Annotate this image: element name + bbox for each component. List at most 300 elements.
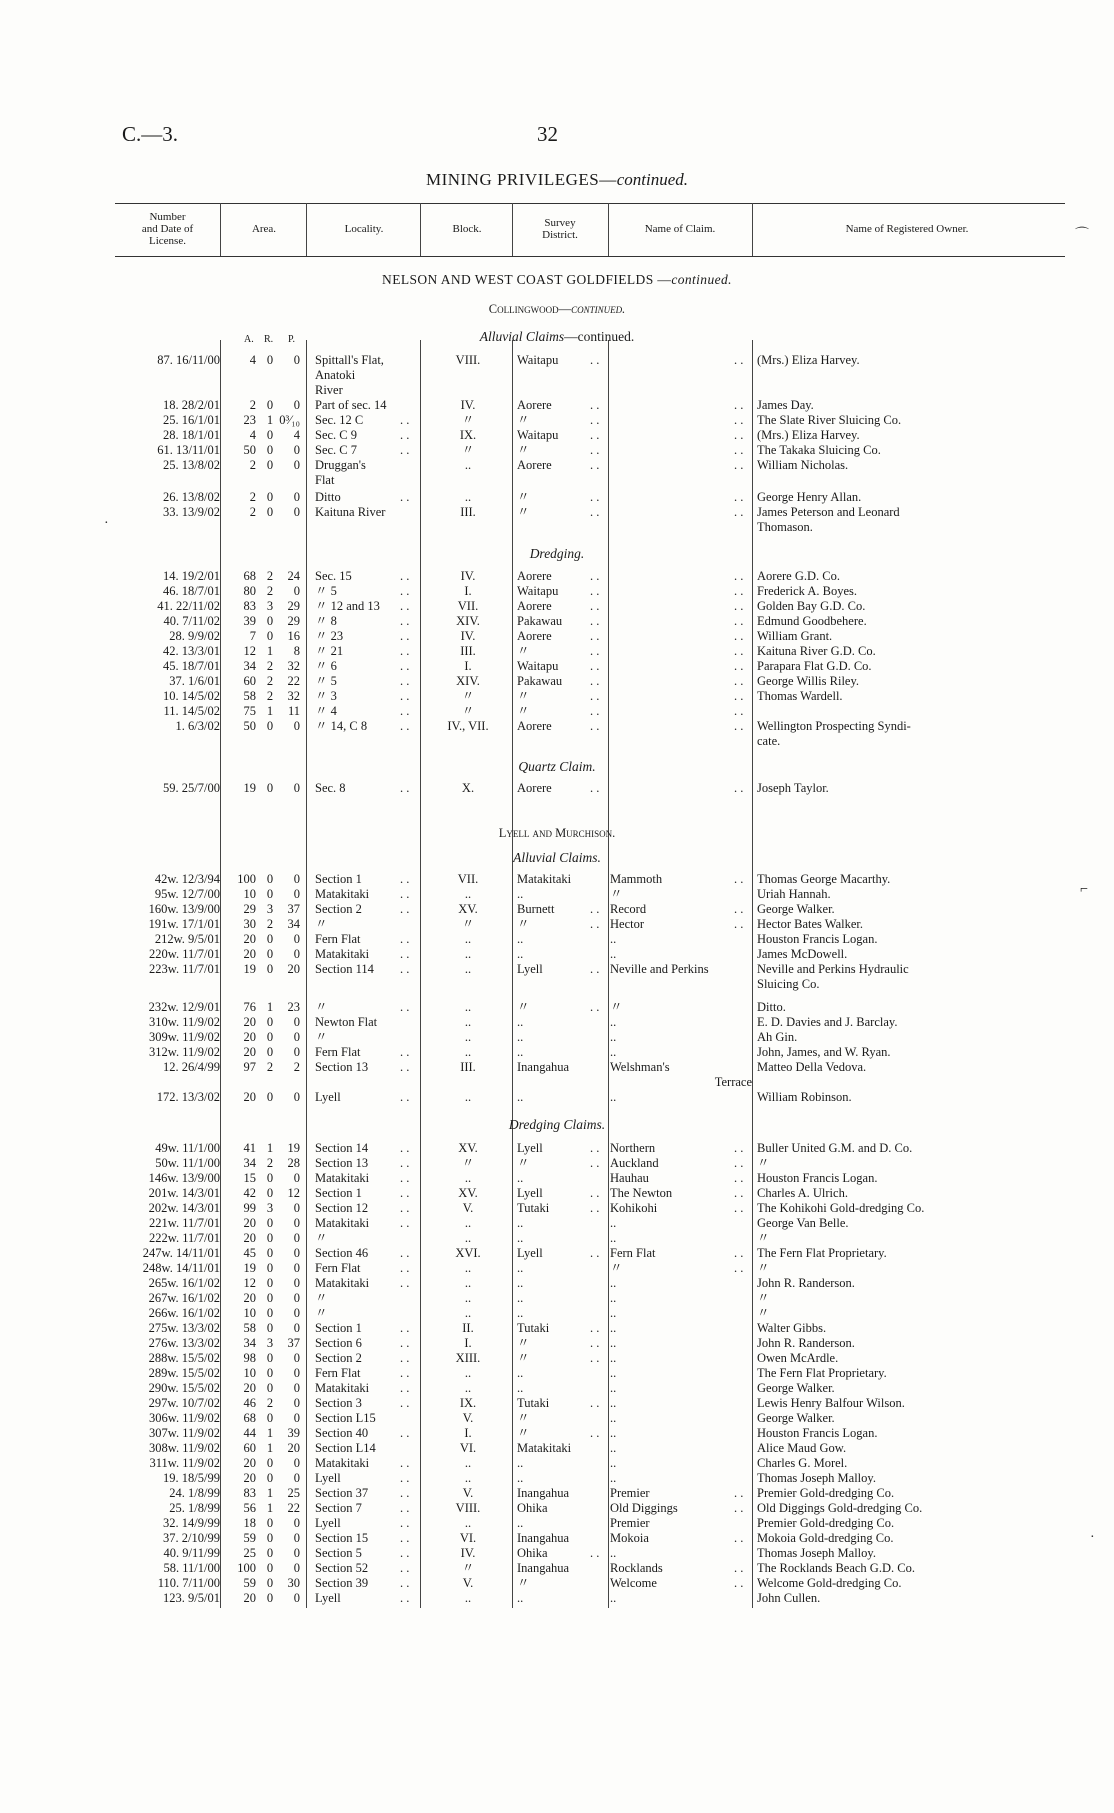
dot-leader: . . [734,781,744,795]
block: I. [464,1336,472,1350]
block: VIII. [455,353,481,367]
area-perches: 37 [287,902,300,916]
dot-leader: . . [734,1141,744,1155]
dot-leader: . . [400,644,410,658]
license-number: 309w. 11/9/02 [149,1030,220,1044]
dot-leader: . . [400,872,410,886]
claim-name: .. [610,1591,617,1605]
block: XIII. [455,1351,481,1365]
locality: Sec. C 7 [315,443,358,457]
area-perches: 29 [287,614,300,628]
block: .. [464,1216,472,1230]
locality: 〃 12 and 13 [315,599,380,613]
col-block-header: Block. [452,223,482,235]
license-number: 25. 1/8/99 [169,1501,220,1515]
locality: Section 15 [315,1531,369,1545]
dot-leader: . . [400,659,410,673]
license-number: 61. 13/11/01 [157,443,220,457]
claim-name: .. [610,1336,617,1350]
registered-owner: John R. Randerson. [757,1276,855,1290]
locality: Sec. 8 [315,781,346,795]
locality: Section 2 [315,1351,362,1365]
block: 〃 [461,1156,475,1170]
area-acres: 80 [243,584,256,598]
dot-leader: . . [590,781,600,795]
area-perches: 20 [287,962,300,976]
area-perches: 0³⁄₁₀ [279,413,300,427]
claim-name: The Newton [610,1186,673,1200]
area-perches: 0 [293,1591,300,1605]
block: .. [464,1306,472,1320]
block: IV. [460,569,476,583]
category-heading-alluvial-lyell: Alluvial Claims. [513,850,601,865]
registered-owner: Frederick A. Boyes. [757,584,857,598]
dot-leader: . . [734,353,744,367]
dot-leader: . . [400,962,410,976]
area-acres: 20 [243,1591,256,1605]
area-acres: 34 [243,659,256,673]
locality: Sec. 12 C [315,413,364,427]
block: XIV. [456,614,480,628]
registered-owner: George Henry Allan. [757,490,862,504]
dot-leader: . . [590,1246,600,1260]
survey-district: .. [517,947,524,961]
area-acres: 83 [243,599,256,613]
dot-leader: . . [734,1171,744,1185]
registered-owner: James McDowell. [757,947,848,961]
locality: River [315,383,343,397]
survey-district: Burnett [517,902,555,916]
area-acres: 100 [237,872,256,886]
block: .. [464,1291,472,1305]
area-acres: 19 [243,781,256,795]
dot-leader: . . [400,1216,410,1230]
registered-owner: John R. Randerson. [757,1336,855,1350]
survey-district: 〃 [517,1351,530,1365]
margin-mark: ⌒ [1075,228,1089,243]
locality: Kaituna River [315,505,386,519]
license-number: 267w. 16/1/02 [148,1291,220,1305]
dot-leader: . . [400,1531,410,1545]
survey-district: .. [517,1276,524,1290]
area-acres: 68 [243,1411,256,1425]
area-acres: 20 [243,1231,256,1245]
block: .. [464,490,472,504]
dot-leader: . . [734,1561,744,1575]
license-number: 276w. 13/3/02 [148,1336,220,1350]
dot-leader: . . [734,443,744,457]
dot-leader: . . [590,505,600,519]
block: V. [462,1411,474,1425]
locality: Lyell [315,1090,341,1104]
area-perches: 0 [293,1246,300,1260]
survey-district: .. [517,1381,524,1395]
area-acres: 60 [243,674,256,688]
area-perches: 0 [293,781,300,795]
claim-name: 〃 [610,1261,623,1275]
survey-district: Lyell [517,1141,543,1155]
category-heading-alluvial: Alluvial Claims—continued. [479,329,635,344]
margin-mark: ⌐ [1080,882,1088,897]
dot-leader: . . [734,398,744,412]
dot-leader: . . [590,1201,600,1215]
dot-leader: . . [734,719,744,733]
registered-owner: Kaituna River G.D. Co. [757,644,876,658]
license-number: 307w. 11/9/02 [149,1426,220,1440]
claim-name: .. [610,1030,617,1044]
area-acres: 20 [243,1015,256,1029]
survey-district: Waitapu [517,584,559,598]
margin-mark: · [104,516,109,531]
locality: Section 1 [315,1321,362,1335]
registered-owner: John, James, and W. Ryan. [757,1045,891,1059]
claim-name: .. [610,1441,617,1455]
claim-name: Record [610,902,647,916]
col-divider [512,203,513,256]
dot-leader: . . [590,490,600,504]
dot-leader: . . [400,490,410,504]
margin-mark: · [1090,1530,1095,1545]
area-acres: 2 [249,398,256,412]
table-header-rule [115,256,1065,257]
dot-leader: . . [590,917,600,931]
locality: 〃 14, C 8 [315,719,368,733]
dot-leader: . . [400,1171,410,1185]
area-acres: 99 [243,1201,256,1215]
survey-district: Aorere [517,719,552,733]
block: XVI. [455,1246,481,1260]
area-perches: 0 [293,1516,300,1530]
license-number: 26. 13/8/02 [163,490,220,504]
license-number: 41. 22/11/02 [157,599,220,613]
locality: Section 52 [315,1561,369,1575]
area-roods: 0 [266,1030,274,1044]
locality: Section 14 [315,1141,369,1155]
area-perches: 0 [293,1456,300,1470]
survey-district: 〃 [517,490,530,504]
locality: Part of sec. 14 [315,398,387,412]
dot-leader: . . [400,719,410,733]
area-perches: 0 [293,443,300,457]
dot-leader: . . [400,1186,410,1200]
area-roods: 0 [266,428,274,442]
area-roods: 0 [266,353,274,367]
claim-name: .. [610,1306,617,1320]
license-number: 28. 9/9/02 [169,629,220,643]
area-perches: 8 [293,644,300,658]
area-roods: 0 [266,1171,274,1185]
survey-district: Waitapu [517,659,559,673]
locality: Spittall's Flat, [315,353,384,367]
license-number: 248w. 14/11/01 [142,1261,220,1275]
registered-owner: Aorere G.D. Co. [757,569,840,583]
claim-name: Welshman's [610,1060,670,1074]
area-acres: 75 [243,704,256,718]
registered-owner: Walter Gibbs. [757,1321,827,1335]
area-perches: 34 [287,917,300,931]
area-acres: 100 [237,1561,256,1575]
area-perches: 22 [287,674,300,688]
block: V. [462,1201,474,1215]
dot-leader: . . [734,689,744,703]
survey-district: 〃 [517,704,530,718]
dot-leader: . . [400,569,410,583]
claim-name: .. [610,1366,617,1380]
registered-owner: Thomas George Macarthy. [757,872,891,886]
block: .. [464,962,472,976]
claim-name: Kohikohi [610,1201,658,1215]
col-claim-header: Name of Claim. [644,223,716,235]
area-roods: 0 [266,1531,274,1545]
registered-owner: The Fern Flat Proprietary. [757,1366,887,1380]
dot-leader: . . [734,1576,744,1590]
registered-owner: 〃 [757,1156,770,1170]
area-roods: 1 [266,1141,274,1155]
area-acres: 30 [243,917,256,931]
block: .. [464,458,472,472]
survey-district: Aorere [517,599,552,613]
category-heading-dredging-lyell: Dredging Claims. [508,1117,606,1132]
survey-district: .. [517,1291,524,1305]
license-number: 40. 7/11/02 [163,614,220,628]
area-roods: 1 [266,704,274,718]
locality: Section 2 [315,902,362,916]
survey-district: .. [517,1471,524,1485]
license-number: 33. 13/9/02 [163,505,220,519]
area-acres: 56 [243,1501,256,1515]
area-roods: 0 [266,490,274,504]
locality: 〃 3 [315,689,337,703]
area-perches: 19 [287,1141,300,1155]
claim-name: Northern [610,1141,656,1155]
area-roods: 0 [266,1411,274,1425]
dot-leader: . . [400,1246,410,1260]
block: .. [464,887,472,901]
block: IV. [460,398,476,412]
locality: Lyell [315,1591,341,1605]
area-roods: 2 [266,1396,274,1410]
locality: Fern Flat [315,1045,361,1059]
dot-leader: . . [400,1381,410,1395]
area-roods: 0 [266,1291,274,1305]
registered-owner: cate. [757,734,781,748]
area-perches: 0 [293,1231,300,1245]
area-perches: 0 [293,458,300,472]
area-perches: 0 [293,1030,300,1044]
area-acres: 2 [249,458,256,472]
license-number: 42. 13/3/01 [163,644,220,658]
area-acres: 60 [243,1441,256,1455]
area-unit-p: P. [288,334,295,345]
registered-owner: The Takaka Sluicing Co. [757,443,881,457]
area-perches: 2 [293,1060,300,1074]
registered-owner: Wellington Prospecting Syndi- [757,719,911,733]
survey-district: Aorere [517,398,552,412]
area-acres: 23 [243,413,256,427]
claim-name: .. [610,1231,617,1245]
dot-leader: . . [590,599,600,613]
area-acres: 58 [243,689,256,703]
survey-district: Inangahua [517,1531,570,1545]
dot-leader: . . [590,1351,600,1365]
area-roods: 0 [266,1576,274,1590]
registered-owner: Ditto. [757,1000,786,1014]
area-roods: 0 [266,1561,274,1575]
registered-owner: George Walker. [757,1411,835,1425]
area-roods: 2 [266,569,274,583]
claim-name: .. [610,1015,617,1029]
dot-leader: . . [590,689,600,703]
license-number: 202w. 14/3/01 [148,1201,220,1215]
dot-leader: . . [400,1396,410,1410]
registered-owner: Neville and Perkins Hydraulic [757,962,909,976]
dot-leader: . . [590,1546,600,1560]
registered-owner: The Slate River Sluicing Co. [757,413,902,427]
dot-leader: . . [400,1366,410,1380]
body-divider [512,340,513,1608]
locality: Lyell [315,1516,341,1530]
survey-district: Inangahua [517,1486,570,1500]
survey-district: Aorere [517,569,552,583]
locality: 〃 [315,1030,328,1044]
area-roods: 0 [266,1246,274,1260]
dot-leader: . . [400,1141,410,1155]
area-acres: 34 [243,1336,256,1350]
license-number: 247w. 14/11/01 [142,1246,220,1260]
dot-leader: . . [400,1336,410,1350]
survey-district: 〃 [517,1426,530,1440]
registered-owner: The Fern Flat Proprietary. [757,1246,887,1260]
survey-district: .. [517,1216,524,1230]
claim-name: Neville and Perkins [610,962,709,976]
registered-owner: Parapara Flat G.D. Co. [757,659,872,673]
license-number: 25. 13/8/02 [163,458,220,472]
block: .. [464,1381,472,1395]
locality: Section 5 [315,1546,362,1560]
area-perches: 0 [293,1366,300,1380]
license-number: 288w. 15/5/02 [148,1351,220,1365]
survey-district: .. [517,1090,524,1104]
area-perches: 30 [287,1576,300,1590]
dot-leader: . . [400,1045,410,1059]
license-number: 10. 14/5/02 [163,689,220,703]
col-area-header: Area. [251,223,277,235]
dot-leader: . . [734,902,744,916]
license-number: 310w. 11/9/02 [149,1015,220,1029]
col-divider [306,203,307,256]
survey-district: 〃 [517,689,530,703]
claim-name: Hauhau [610,1171,649,1185]
block: VII. [457,872,479,886]
col-divider [220,203,221,256]
area-roods: 0 [266,1090,274,1104]
claim-name: .. [610,1045,617,1059]
locality: Anatoki [315,368,356,382]
claim-name: Premier [610,1516,650,1530]
claim-name: Terrace [714,1075,752,1089]
dot-leader: . . [734,674,744,688]
area-perches: 20 [287,1441,300,1455]
dot-leader: . . [590,614,600,628]
dot-leader: . . [400,689,410,703]
dot-leader: . . [590,902,600,916]
col-survey-header: Survey District. [542,217,578,241]
license-number: 18. 28/2/01 [163,398,220,412]
dot-leader: . . [734,614,744,628]
dot-leader: . . [734,599,744,613]
area-roods: 2 [266,689,274,703]
claim-name: .. [610,1381,617,1395]
area-perches: 4 [293,428,300,442]
dot-leader: . . [590,1141,600,1155]
area-acres: 68 [243,569,256,583]
dot-leader: . . [590,719,600,733]
goldfield-heading: NELSON AND WEST COAST GOLDFIELDS —continued. [382,272,732,287]
block: 〃 [461,413,475,427]
dot-leader: . . [590,962,600,976]
registered-owner: Alice Maud Gow. [757,1441,847,1455]
registered-owner: Golden Bay G.D. Co. [757,599,866,613]
dot-leader: . . [734,659,744,673]
block: .. [464,1471,472,1485]
locality: Section 46 [315,1246,369,1260]
survey-district: Aorere [517,458,552,472]
dot-leader: . . [734,1486,744,1500]
area-roods: 1 [266,1441,274,1455]
license-number: 25. 16/1/01 [163,413,220,427]
district-heading-collingwood: Collingwood—continued. [488,302,626,316]
area-roods: 0 [266,458,274,472]
area-acres: 39 [243,614,256,628]
area-perches: 0 [293,1090,300,1104]
dot-leader: . . [400,599,410,613]
locality: Matakitaki [315,947,370,961]
area-acres: 29 [243,902,256,916]
area-roods: 0 [266,1321,274,1335]
survey-district: 〃 [517,1000,530,1014]
registered-owner: Thomas Joseph Malloy. [757,1471,876,1485]
claim-name: .. [610,1546,617,1560]
dot-leader: . . [400,1000,410,1014]
area-perches: 24 [287,569,300,583]
area-perches: 0 [293,1015,300,1029]
license-number: 306w. 11/9/02 [149,1411,220,1425]
locality: Section 12 [315,1201,369,1215]
col-divider [420,203,421,256]
area-acres: 46 [243,1396,256,1410]
area-perches: 0 [293,1306,300,1320]
block: VI. [459,1441,477,1455]
area-perches: 0 [293,490,300,504]
dot-leader: . . [734,1246,744,1260]
license-number: 14. 19/2/01 [163,569,220,583]
block: I. [464,584,472,598]
dot-leader: . . [734,1531,744,1545]
area-acres: 18 [243,1516,256,1530]
block: .. [464,1366,472,1380]
locality: Lyell [315,1471,341,1485]
area-acres: 20 [243,932,256,946]
area-acres: 41 [243,1141,256,1155]
block: .. [464,1516,472,1530]
area-roods: 0 [266,1381,274,1395]
claim-name: Old Diggings [610,1501,678,1515]
license-number: 308w. 11/9/02 [149,1441,220,1455]
survey-district: 〃 [517,917,530,931]
license-number: 221w. 11/7/01 [149,1216,220,1230]
block: XV. [458,902,478,916]
area-acres: 19 [243,962,256,976]
